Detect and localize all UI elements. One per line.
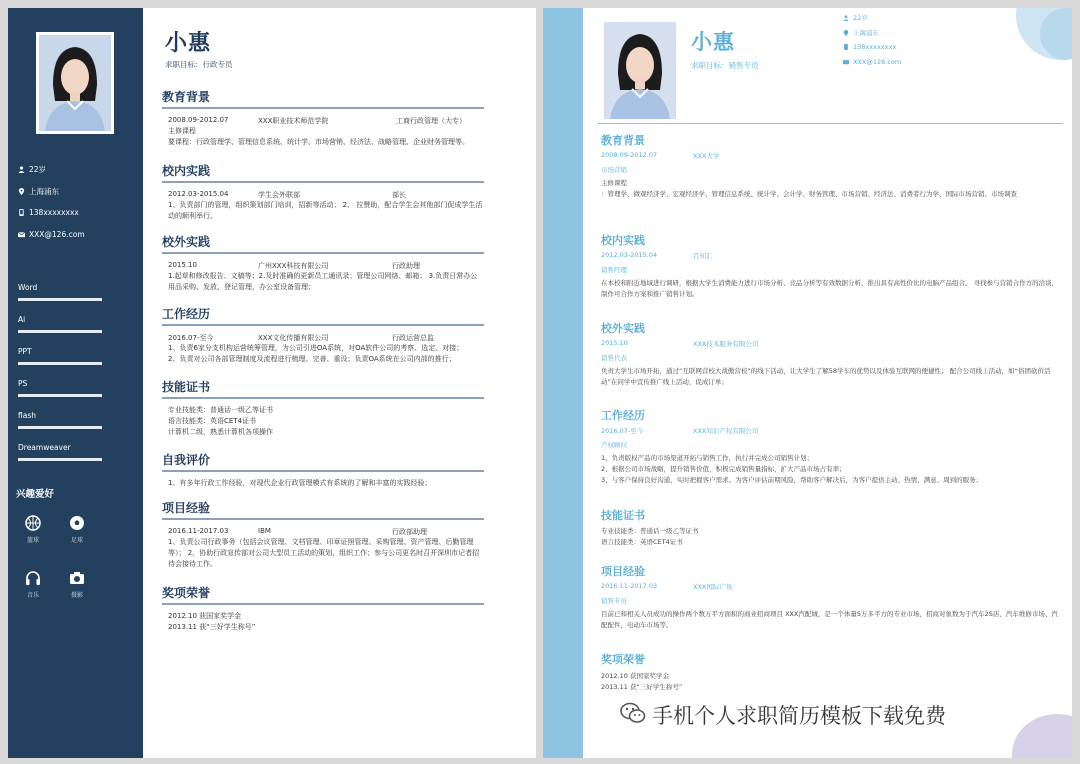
entry-header — [601, 151, 1063, 160]
entry-org: XXX技术服务有限公司 — [693, 340, 759, 348]
contact-location-text: 上海浦东 — [29, 187, 59, 196]
contact-email-text: XXX@126.com — [29, 230, 85, 239]
skill-bar — [18, 458, 102, 461]
person-icon — [18, 166, 25, 173]
skill-ppt — [18, 347, 102, 365]
entry-role: 工商行政管理（大专） — [396, 117, 466, 125]
section-education — [601, 132, 1063, 200]
entry-org: XXX职业技术师范学院 — [258, 117, 329, 125]
section-education — [162, 88, 484, 148]
entry-header — [601, 339, 1063, 348]
section-title: 自我评价 — [162, 451, 484, 472]
entry-org: XXX大学 — [693, 152, 720, 160]
profile-photo — [36, 32, 114, 134]
section-title: 奖项荣誉 — [601, 653, 645, 666]
skill-bar-fill — [18, 298, 102, 301]
hobby-label: 篮球 — [26, 537, 39, 544]
entry-subtitle: 销售专员 — [601, 597, 627, 605]
entry-line: 主修课程 — [601, 179, 627, 187]
contact-age-text: 22岁 — [29, 165, 47, 174]
contact-location-text: 上海浦东 — [853, 29, 879, 37]
mail-icon — [18, 231, 25, 238]
entry-line: 1、负责部门的管理，组织策划部门培训，招新等活动； 2、 拉赞助，配合学生会其他部门促成学生活动的顺利举行。 — [168, 201, 483, 220]
section-title: 校内实践 — [601, 234, 645, 247]
entry-org: XXX国际广场 — [693, 583, 733, 591]
section-title: 奖项荣誉 — [162, 584, 484, 605]
section-awards — [162, 584, 484, 633]
profile-photo — [604, 22, 676, 119]
contact-phone — [843, 43, 896, 51]
watermark — [620, 700, 946, 730]
entry-subtitle: 市场营销 — [601, 166, 627, 174]
hobbies-title: 兴趣爱好 — [16, 489, 55, 500]
section-campus-practice — [162, 162, 484, 222]
phone-icon — [843, 44, 849, 50]
left-color-strip — [543, 8, 583, 758]
resume-name: 小惠 — [165, 31, 212, 56]
entry-header — [162, 333, 484, 342]
entry-subtitle: 销售经理 — [601, 266, 627, 274]
entry-line: 要课程：行政管理学、管理信息系统、统计学、市场营销、经济法、战略管理、企业财务管理等。 — [168, 138, 469, 146]
contact-age-text: 22岁 — [853, 14, 868, 22]
entry-subtitle: 销售代表 — [601, 354, 627, 362]
decor-circle — [1012, 714, 1072, 758]
resume-page-left — [8, 8, 536, 758]
entry-header — [601, 426, 1063, 435]
phone-icon — [18, 209, 25, 216]
entry-line: 主修课程 — [168, 127, 196, 135]
skill-word — [18, 283, 102, 301]
section-self-evaluation — [162, 451, 484, 489]
section-campus-practice — [601, 232, 1063, 300]
entry-org: 广州XXX科技有限公司 — [258, 262, 329, 270]
contact-email — [843, 58, 901, 66]
section-project — [162, 499, 484, 570]
section-certificates — [601, 507, 1063, 548]
entry-line: 2012.10 获国家奖学金 — [601, 672, 669, 680]
entry-line: 计算机二级，熟悉计算机各项操作 — [168, 428, 273, 436]
section-awards — [601, 651, 1063, 693]
job-objective: 求职目标：销售专员 — [691, 61, 759, 70]
contact-age — [843, 13, 868, 22]
entry-header — [162, 116, 484, 125]
section-title: 技能证书 — [162, 378, 484, 399]
section-title: 工作经历 — [162, 305, 484, 326]
hobby-photography — [62, 570, 92, 599]
header-divider — [598, 123, 1063, 124]
entry-org: XXX知识产权有限公司 — [693, 427, 759, 435]
left-sidebar — [8, 8, 143, 758]
contact-email-text: XXX@126.com — [853, 58, 902, 66]
section-work — [601, 407, 1063, 486]
skill-ps — [18, 379, 102, 397]
entry-line: 1、负责公司行政事务（包括会议管理、文档管理、印章证照管理、采购管理、资产管理、后勤管理等）； 2、协助行政宣传部对公司大型员工活动的策划、组织工作；参与公司更名时召开深圳市记者招待会接待工作。 — [168, 538, 480, 568]
entry-date: 2016.07-至今 — [601, 427, 644, 435]
entry-date: 2008.09-2012.07 — [168, 116, 229, 124]
contact-phone-text: 138xxxxxxxx — [29, 208, 79, 217]
section-certificates — [162, 378, 484, 438]
entry-date: 2008.09-2012.07 — [601, 151, 658, 159]
skill-name: Word — [18, 283, 38, 292]
skill-bar — [18, 330, 102, 333]
entry-line: 2013.11 获“三好学生称号” — [601, 683, 683, 691]
section-title: 工作经历 — [601, 409, 645, 422]
skill-name: Ai — [18, 315, 26, 324]
contact-age — [18, 164, 46, 175]
basketball-icon — [18, 515, 48, 531]
entry-line: ：管理学、微观经济学、宏观经济学、管理信息系统、统计学、会计学、财务管理、市场营销、经济法、消费者行为学、国际市场营销、市场调查 — [601, 190, 1017, 198]
skill-dreamweaver — [18, 443, 102, 461]
section-work — [162, 305, 484, 365]
entry-org: 学生会外联部 — [258, 191, 300, 199]
skill-bar-fill — [18, 362, 102, 365]
entry-date: 2015.10 — [168, 261, 197, 269]
entry-date: 2012.03-2015.04 — [168, 190, 229, 198]
mail-icon — [843, 59, 849, 65]
skill-name: Dreamweaver — [18, 443, 71, 452]
hobby-basketball — [18, 515, 48, 544]
section-title: 校外实践 — [601, 322, 645, 335]
job-objective: 求职目标：行政专员 — [165, 60, 233, 69]
entry-role: 部长 — [392, 191, 406, 199]
contact-location — [843, 28, 879, 37]
resume-name: 小惠 — [691, 30, 735, 54]
section-external-practice — [601, 320, 1063, 388]
entry-role: 行政运营总监 — [392, 334, 434, 342]
entry-line: 1、有多年行政工作经验，对现代企业行政管理模式有系统的了解和丰富的实践经验； — [168, 479, 432, 487]
skill-ai — [18, 315, 102, 333]
entry-date: 2016.11-2017.03 — [601, 582, 658, 590]
skill-bar — [18, 394, 102, 397]
hobby-label: 摄影 — [70, 592, 83, 599]
section-title: 教育背景 — [162, 88, 484, 109]
entry-line: 1、负责6家分支机构运营统筹管理，为公司引进OA系统，对OA软件公司的考察、选定、对接； — [168, 344, 464, 352]
skill-bar-fill — [18, 330, 102, 333]
entry-line: 2012.10 获国家奖学金 — [168, 612, 242, 620]
location-pin-icon — [843, 30, 849, 36]
entry-line: 专业技能类：普通话一级乙等证书 — [168, 406, 273, 414]
skill-name: flash — [18, 411, 36, 420]
contact-phone-text: 138xxxxxxxx — [853, 43, 897, 51]
entry-date: 2016.11-2017.03 — [168, 527, 229, 535]
entry-org: IBM — [258, 527, 271, 535]
skill-bar — [18, 298, 102, 301]
section-title: 技能证书 — [601, 509, 645, 522]
wechat-icon — [620, 702, 646, 729]
entry-line: 1.起草和修改报告、文稿等；2.及时准确的更新员工通讯录；管理公司网络、邮箱； 3.负责日常办公用品采购、发放、登记管理，办公室设备管理； — [168, 272, 478, 291]
hobby-label: 足球 — [70, 537, 83, 544]
hobby-football — [62, 515, 92, 544]
entry-line: 1、负责版权产品的市场渠道开拓与销售工作，执行并完成公司销售计划； — [601, 454, 814, 462]
resume-page-right — [543, 8, 1072, 758]
entry-line: 目前已和相关人员成功的操作两个数万平方面积的商业招商项目 XXX汽配城，是一个体量5万多平方的专业市场，招商对象数为于汽车2S店、汽车维修市场、汽配配件，电动车市场等。 — [601, 610, 1058, 629]
entry-header — [601, 582, 1063, 591]
section-title: 校内实践 — [162, 162, 484, 183]
skill-bar-fill — [18, 426, 102, 429]
location-pin-icon — [18, 188, 25, 195]
camera-icon — [62, 570, 92, 586]
section-external-practice — [162, 233, 484, 293]
entry-date: 2015.10 — [601, 339, 628, 347]
entry-date: 2016.07-至今 — [168, 334, 214, 342]
contact-phone — [18, 208, 79, 217]
entry-org: 百知汇 — [693, 252, 713, 260]
entry-role: 行政助理 — [392, 262, 420, 270]
entry-role: 行政部助理 — [392, 528, 427, 536]
entry-header — [162, 190, 484, 199]
watermark-text: 手机个人求职简历模板下载免费 — [652, 704, 946, 728]
skill-bar — [18, 362, 102, 365]
hobby-label: 音乐 — [26, 592, 39, 599]
section-title: 教育背景 — [601, 134, 645, 147]
entry-header — [162, 261, 484, 270]
entry-subtitle: 产权顾问 — [601, 441, 627, 449]
entry-date: 2012.03-2015.04 — [601, 251, 658, 259]
entry-line: 2、负责对公司各部管理制度及流程进行梳理、完善、重设；负责OA系统在公司内部的推行； — [168, 355, 456, 363]
entry-header — [162, 527, 484, 536]
section-title: 项目经验 — [601, 565, 645, 578]
entry-line: 语言技能类：英语CET4证书 — [168, 417, 257, 425]
contact-email — [18, 230, 85, 239]
entry-line: 在本校和附近地域进行调研，根据大学生消费能力进行市场分析、竞品分析等有效数据分析，推出具有高性价比的电脑产品组合。 寻找参与营销合作方的洽谈，制作可合作方案和推广销售计划。 — [601, 279, 1059, 298]
skill-flash — [18, 411, 102, 429]
hobby-music — [18, 570, 48, 599]
skill-name: PS — [18, 379, 28, 388]
entry-line: 3、与客户保持良好沟通，实时把握客户需求。为客户评估前期风险，帮助客户解决后，为客户提供主动、热情、满意、周到的服务； — [601, 476, 983, 484]
skill-bar-fill — [18, 458, 102, 461]
contact-location — [18, 186, 59, 197]
headphones-icon — [18, 570, 48, 586]
person-icon — [843, 15, 849, 21]
skill-bar-fill — [18, 394, 102, 397]
section-title: 校外实践 — [162, 233, 484, 254]
section-title: 项目经验 — [162, 499, 484, 520]
entry-line: 2013.11 获“三好学生称号” — [168, 623, 256, 631]
football-icon — [62, 515, 92, 531]
section-project — [601, 563, 1063, 631]
entry-header — [601, 251, 1063, 260]
entry-org: XXX文化传播有限公司 — [258, 334, 329, 342]
skill-bar — [18, 426, 102, 429]
entry-line: 负责大学生市场开拓，通过“互联网营校大战傲营校”的线下活动，让大学生了解58学车的优势以及体验互联网的便捷性； 配合公司线上活动，如“俗团砍价活动”在同学中宣传推广线上活动，促成订单； — [601, 367, 1051, 386]
entry-line: 专业技能类：普通话一级乙等证书 — [601, 527, 699, 535]
entry-line: 语言技能类：英语CET4证书 — [601, 538, 683, 546]
entry-line: 2、根据公司市场战略，提升销售价值，积极完成销售量指标，扩大产品市场占有率； — [601, 465, 846, 473]
skill-name: PPT — [18, 347, 32, 356]
